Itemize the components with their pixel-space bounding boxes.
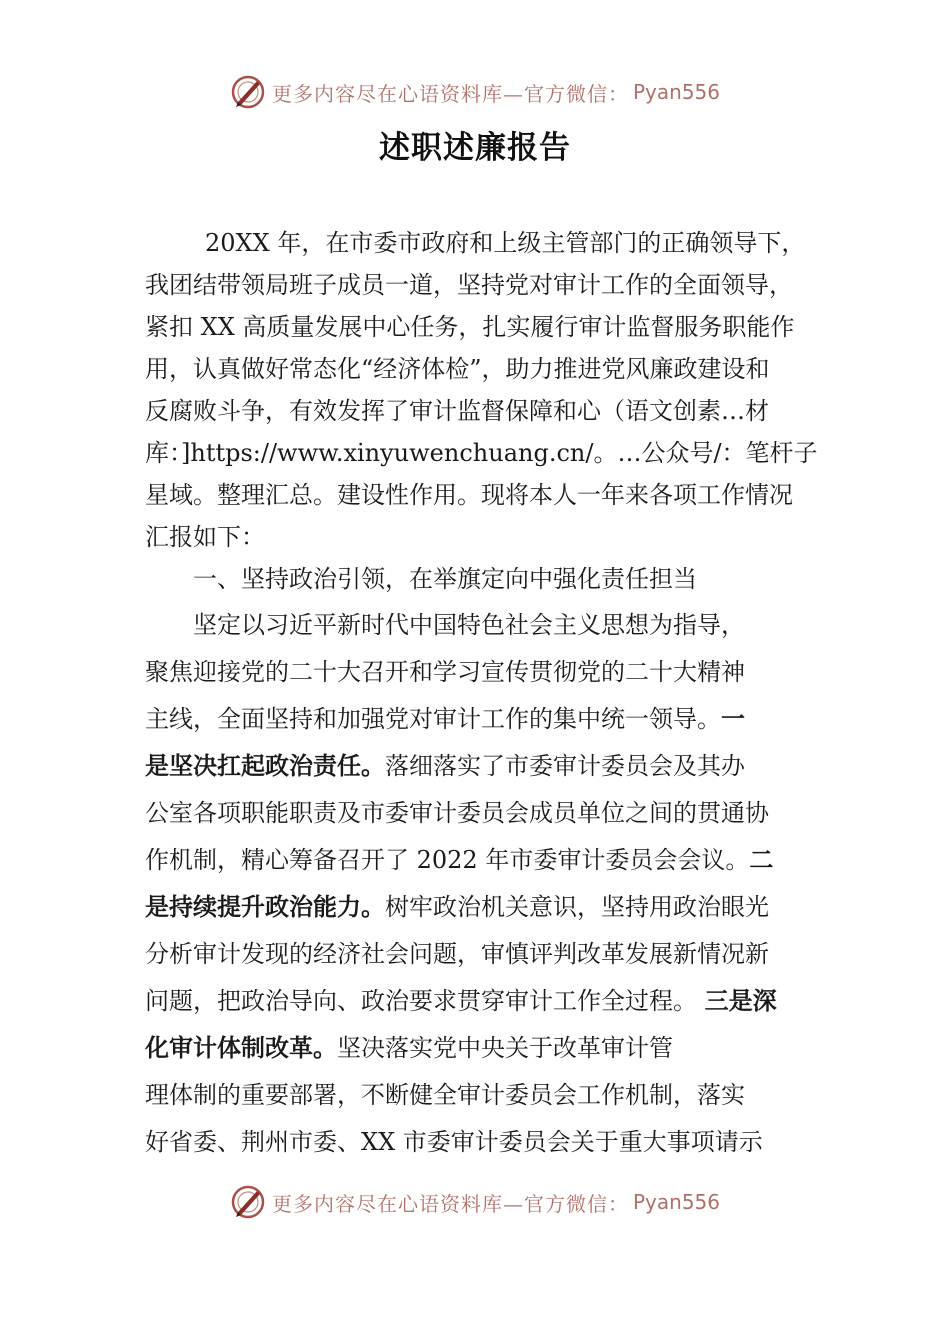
pen-seal-icon <box>230 1184 266 1220</box>
text-line: 理体制的重要部署，不断健全审计委员会工作机制，落实 <box>145 1081 745 1109</box>
text-line: 公室各项职能职责及市委审计委员会成员单位之间的贯通协 <box>145 799 769 827</box>
text-line: 20XX 年，在市委市政府和上级主管部门的正确领导下， <box>205 229 806 257</box>
text-line: 分析审计发现的经济社会问题，审慎评判改革发展新情况新 <box>145 940 769 968</box>
text-line: 好省委、荆州市委、XX 市委审计委员会关于重大事项请示 <box>145 1128 763 1156</box>
text-segment: 作机制，精心筹备召开了 2022 年市委审计委员会会议。 <box>145 846 750 874</box>
section-heading: 一、坚持政治引领，在举旗定向中强化责任担当 <box>193 565 697 593</box>
text-line <box>145 1025 835 1072</box>
text-line: 库：]https://www.xinyuwenchuang.cn/。…公众号/：笔杆子 <box>145 439 818 467</box>
watermark-text: 更多内容尽在心语资料库—官方微信： <box>271 81 629 106</box>
bold-text: 是坚决扛起政治责任。 <box>145 752 385 780</box>
text-line: 星域。整理汇总。建设性作用。现将本人一年来各项工作情况 <box>145 481 793 509</box>
header-watermark <box>0 74 950 110</box>
text-segment: 主线，全面坚持和加强党对审计工作的集中统一领导。 <box>145 705 721 733</box>
text-segment: 落细落实了市委审计委员会及其办 <box>385 752 745 780</box>
bold-text: 是持续提升政治能力。 <box>145 893 385 921</box>
bold-text: 二 <box>749 846 774 874</box>
text-line: 反腐败斗争，有效发挥了审计监督保障和心（语文创素…材 <box>145 397 769 425</box>
watermark-text: 更多内容尽在心语资料库—官方微信： <box>271 1191 629 1216</box>
text-line <box>145 837 835 884</box>
text-segment: 坚决落实党中央关于改革审计管 <box>337 1034 673 1062</box>
document-title: 述职述廉报告 <box>379 130 571 166</box>
paragraph-intro <box>145 222 835 600</box>
text-line: 用，认真做好常态化“经济体检”，助力推进党风廉政建设和 <box>145 355 770 383</box>
text-line: 聚焦迎接党的二十大召开和学习宣传贯彻党的二十大精神 <box>145 658 745 686</box>
bold-text: 一 <box>721 705 745 733</box>
text-line: 紧扣 XX 高质量发展中心任务，扎实履行审计监督服务职能作 <box>145 313 795 341</box>
text-line: 汇报如下： <box>145 523 265 551</box>
text-line <box>145 884 835 931</box>
pen-seal-icon <box>230 74 266 110</box>
watermark-wechat-id: Pyan556 <box>632 1190 720 1214</box>
watermark-wechat-id: Pyan556 <box>632 80 720 104</box>
text-line <box>145 743 835 790</box>
bold-text: 化审计体制改革。 <box>145 1034 337 1062</box>
bold-text: 三是深 <box>704 987 777 1015</box>
paragraph-section-1 <box>145 602 835 1166</box>
text-line: 坚定以习近平新时代中国特色社会主义思想为指导， <box>193 611 745 639</box>
text-line <box>145 696 835 743</box>
text-line: 我团结带领局班子成员一道，坚持党对审计工作的全面领导， <box>145 271 793 299</box>
text-segment: 树牢政治机关意识，坚持用政治眼光 <box>385 893 769 921</box>
footer-watermark <box>0 1184 950 1220</box>
text-line <box>145 978 835 1025</box>
text-segment: 问题，把政治导向、政治要求贯穿审计工作全过程。 <box>145 987 705 1015</box>
